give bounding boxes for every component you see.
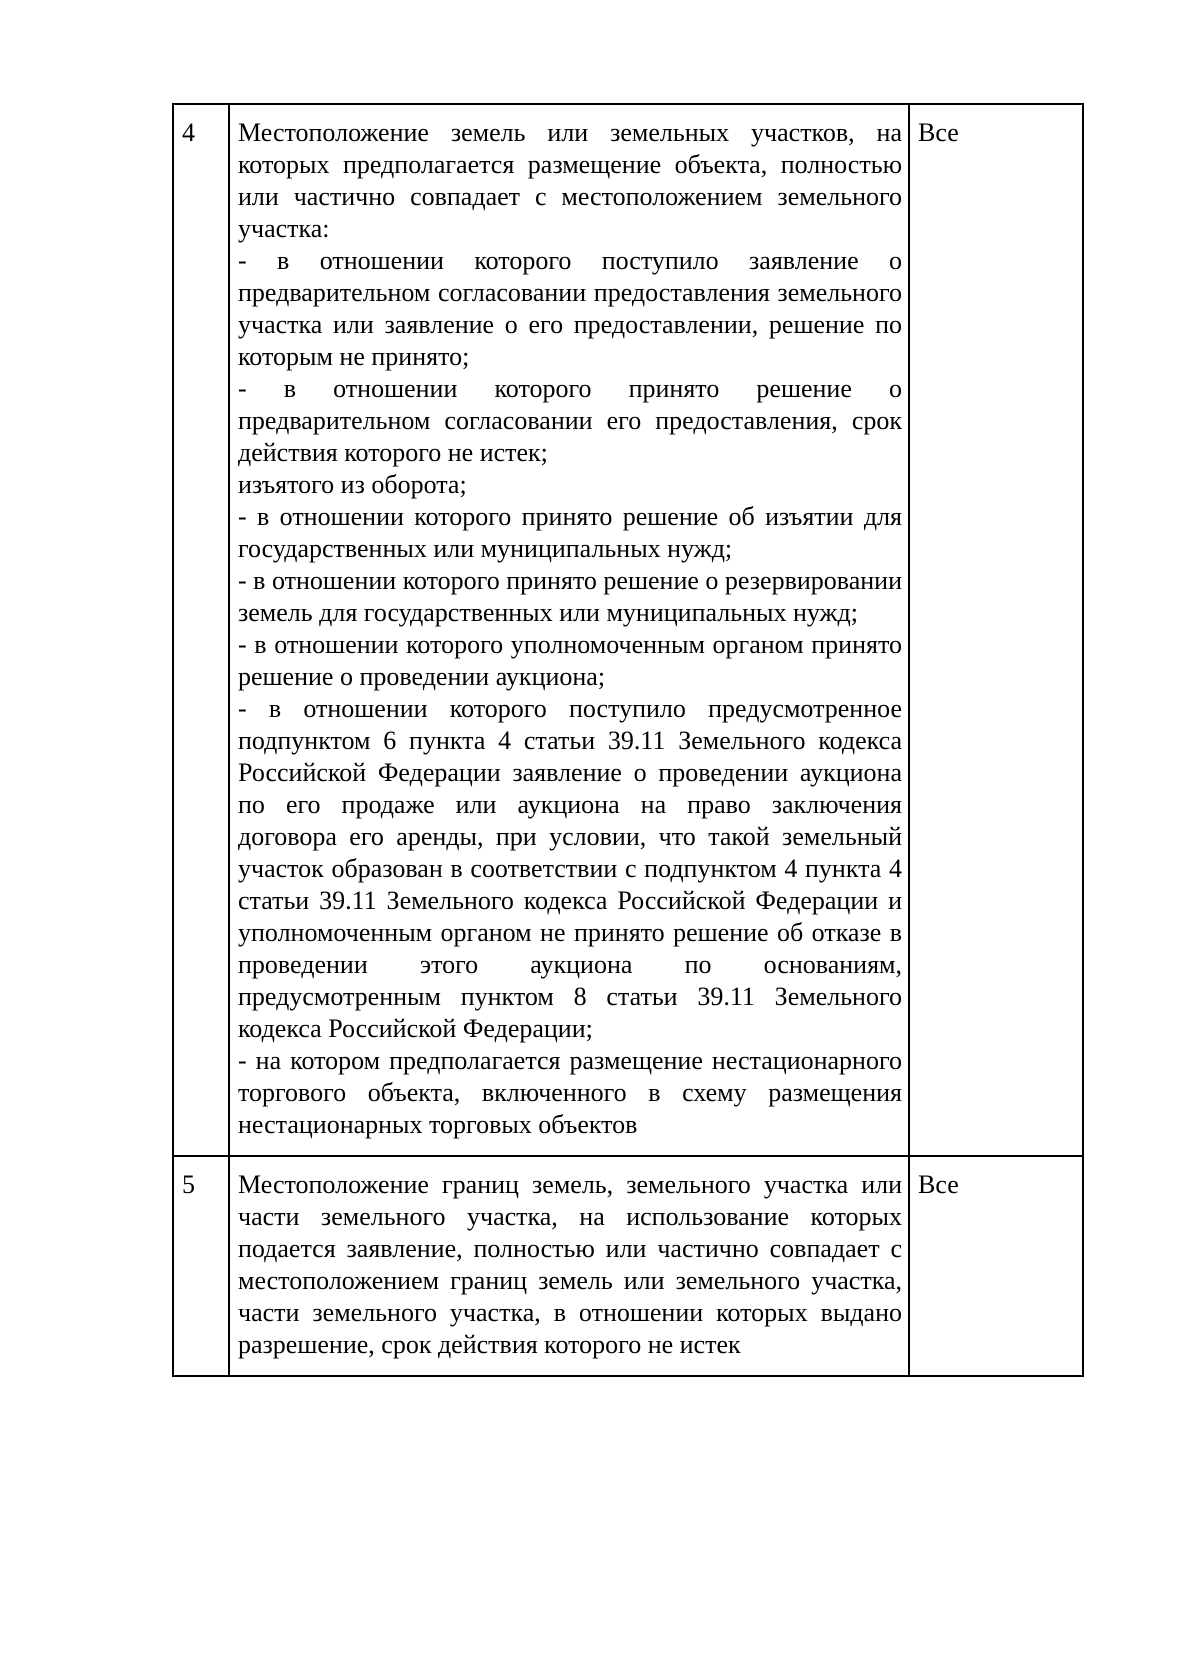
paragraph: - в отношении которого поступило предусмотренное подпунктом 6 пункта 4 статьи 39.11 Земельного кодекса Российской Федерации заявление о проведении аукциона по его продаже или аукциона на право заключения договора его аренды, при условии, что такой земельный участок образован в соответствии с подпунктом 4 пункта 4 статьи 39.11 Земельного кодекса Российской Федерации и уполномоченным органом не принято решение об отказе в проведении этого аукциона по основаниям, предусмотренным пунктом 8 статьи 39.11 Земельного кодекса Российской Федерации;	[238, 694, 902, 1043]
paragraph: - в отношении которого принято решение о предварительном согласовании его предоставления, срок действия которого не истек;	[238, 374, 902, 467]
paragraph: Местоположение земель или земельных участков, на которых предполагается размещение объекта, полностью или частично совпадает с местоположением земельного участка:	[238, 118, 902, 243]
row-scope: Все	[909, 1156, 1083, 1376]
row-description	[229, 104, 909, 1156]
paragraph: - в отношении которого уполномоченным органом принято решение о проведении аукциона;	[238, 630, 902, 691]
table-row	[173, 1156, 1083, 1376]
table-row	[173, 104, 1083, 1156]
paragraph: изъятого из оборота;	[238, 470, 467, 499]
row-description	[229, 1156, 909, 1376]
row-scope: Все	[909, 104, 1083, 1156]
row-number: 5	[173, 1156, 229, 1376]
requirements-table	[172, 103, 1084, 1377]
paragraph: - на котором предполагается размещение нестационарного торгового объекта, включенного в схему размещения нестационарных торговых объектов	[238, 1046, 902, 1139]
paragraph: - в отношении которого принято решение о резервировании земель для государственных или муниципальных нужд;	[238, 566, 902, 627]
row-number: 4	[173, 104, 229, 1156]
paragraph: - в отношении которого поступило заявление о предварительном согласовании предоставления земельного участка или заявление о его предоставлении, решение по которым не принято;	[238, 246, 902, 371]
paragraph: - в отношении которого принято решение об изъятии для государственных или муниципальных нужд;	[238, 502, 902, 563]
paragraph: Местоположение границ земель, земельного участка или части земельного участка, на использование которых подается заявление, полностью или частично совпадает с местоположением границ земель или земельного участка, части земельного участка, в отношении которых выдано разрешение, срок действия которого не истек	[238, 1170, 902, 1359]
